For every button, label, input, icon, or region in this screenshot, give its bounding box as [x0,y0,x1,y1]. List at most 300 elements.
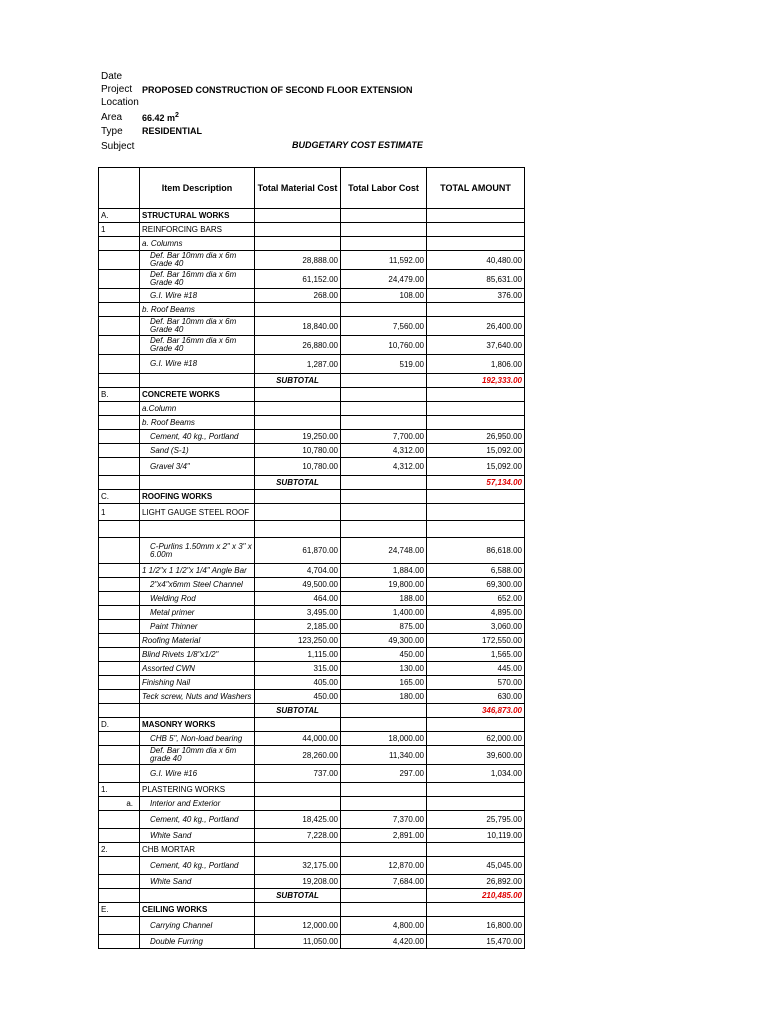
material-cost-cell: 18,840.00 [255,317,341,336]
table-row [99,634,525,648]
item-code-cell: 1 [99,223,140,237]
material-cost-cell [255,237,341,251]
item-code-cell [99,746,140,765]
total-amount-cell: 3,060.00 [427,620,525,634]
labor-cost-cell: 24,748.00 [341,538,427,564]
table-row [99,538,525,564]
item-description-cell: 2"x4"x6mm Steel Channel [140,578,255,592]
total-amount-cell [427,521,525,538]
item-code-cell [99,564,140,578]
sub-letter: a. [126,799,133,808]
table-row [99,303,525,317]
labor-cost-cell: 7,684.00 [341,875,427,889]
date-label: Date [101,71,123,82]
item-description-cell: CONCRETE WORKS [140,388,255,402]
item-description-cell: Paint Thinner [140,620,255,634]
material-cost-cell [255,490,341,504]
material-cost-cell: 268.00 [255,289,341,303]
labor-cost-cell: 2,891.00 [341,829,427,843]
material-cost-cell: 4,704.00 [255,564,341,578]
item-description-cell: b. Roof Beams [140,416,255,430]
item-code-cell [99,317,140,336]
table-row [99,903,525,917]
item-code-cell [99,476,140,490]
item-description-cell: Interior and Exterior [140,797,255,811]
header-material-cost: Total Material Cost [255,168,341,209]
table-row [99,620,525,634]
material-cost-cell: 2,185.00 [255,620,341,634]
item-code-cell [99,270,140,289]
total-amount-cell [427,504,525,521]
item-code-cell [99,237,140,251]
total-amount-cell: 10,119.00 [427,829,525,843]
material-cost-cell: 28,260.00 [255,746,341,765]
table-row [99,578,525,592]
labor-cost-cell: 519.00 [341,355,427,374]
item-description-cell: Sand (S-1) [140,444,255,458]
material-cost-cell: 28,888.00 [255,251,341,270]
subtotal-label: SUBTOTAL [255,889,341,903]
item-code-cell [99,430,140,444]
item-description-cell: Gravel 3/4" [140,458,255,476]
table-row [99,606,525,620]
item-code-cell [99,458,140,476]
item-description-cell: Def. Bar 10mm dia x 6m Grade 40 [140,317,255,336]
material-cost-cell: 61,870.00 [255,538,341,564]
project-value: PROPOSED CONSTRUCTION OF SECOND FLOOR EXTENSION [142,85,413,95]
table-row [99,797,525,811]
item-code-cell [99,620,140,634]
item-description-cell: PLASTERING WORKS [140,783,255,797]
item-description-cell: LIGHT GAUGE STEEL ROOF [140,504,255,521]
item-description-cell: Carrying Channel [140,917,255,935]
item-description-cell [140,476,255,490]
total-amount-cell: 1,034.00 [427,765,525,783]
table-row [99,444,525,458]
material-cost-cell: 450.00 [255,690,341,704]
material-cost-cell [255,504,341,521]
table-row [99,857,525,875]
material-cost-cell [255,388,341,402]
total-amount-cell [427,843,525,857]
total-amount-cell: 172,550.00 [427,634,525,648]
material-cost-cell: 315.00 [255,662,341,676]
table-row [99,718,525,732]
item-description-cell: Metal primer [140,606,255,620]
labor-cost-cell: 1,400.00 [341,606,427,620]
item-description-cell: a. Columns [140,237,255,251]
item-code-cell [99,634,140,648]
item-description-cell: b. Roof Beams [140,303,255,317]
total-amount-cell: 69,300.00 [427,578,525,592]
table-row [99,388,525,402]
item-code-cell: D. [99,718,140,732]
total-amount-cell [427,402,525,416]
labor-cost-cell: 49,300.00 [341,634,427,648]
item-description-cell: Welding Rod [140,592,255,606]
item-code-cell [99,857,140,875]
item-description-cell: Roofing Material [140,634,255,648]
material-cost-cell: 3,495.00 [255,606,341,620]
labor-cost-cell: 108.00 [341,289,427,303]
labor-cost-cell [341,843,427,857]
labor-cost-cell: 19,800.00 [341,578,427,592]
subtotal-amount: 346,873.00 [427,704,525,718]
material-cost-cell: 737.00 [255,765,341,783]
type-label: Type [101,126,123,137]
table-row [99,355,525,374]
total-amount-cell: 40,480.00 [427,251,525,270]
material-cost-cell [255,718,341,732]
item-code-cell [99,444,140,458]
total-amount-cell: 15,470.00 [427,935,525,949]
table-row [99,732,525,746]
item-description-cell: STRUCTURAL WORKS [140,209,255,223]
table-row [99,402,525,416]
item-description-cell: G.I. Wire #18 [140,289,255,303]
labor-cost-cell [341,223,427,237]
item-code-cell [99,648,140,662]
item-description-cell: Blind Rivets 1/8"x1/2" [140,648,255,662]
total-amount-cell [427,490,525,504]
total-amount-cell [427,416,525,430]
material-cost-cell: 10,780.00 [255,444,341,458]
item-description-cell: Cement, 40 kg., Portland [140,857,255,875]
total-amount-cell: 630.00 [427,690,525,704]
labor-cost-cell: 130.00 [341,662,427,676]
item-description-cell: CEILING WORKS [140,903,255,917]
item-description-cell: CHB MORTAR [140,843,255,857]
labor-cost-cell: 24,479.00 [341,270,427,289]
material-cost-cell: 19,250.00 [255,430,341,444]
total-amount-cell: 26,400.00 [427,317,525,336]
item-code-cell [99,889,140,903]
item-code-cell [99,402,140,416]
header-cell-blank [99,168,140,209]
item-code-cell [99,662,140,676]
labor-cost-cell: 165.00 [341,676,427,690]
table-row [99,889,525,903]
total-amount-cell [427,718,525,732]
labor-cost-cell [341,490,427,504]
item-description-cell: Assorted CWN [140,662,255,676]
header-item-description: Item Description [140,168,255,209]
total-amount-cell: 376.00 [427,289,525,303]
subtotal-label: SUBTOTAL [255,374,341,388]
table-header-row [99,168,525,209]
area-value: 66.42 $m^2$ [142,112,179,123]
area-label: Area [101,112,123,123]
item-code-cell: 1. [99,783,140,797]
item-code-cell [99,606,140,620]
subject-label: Subject [101,141,135,152]
item-code-cell [99,704,140,718]
material-cost-cell [255,209,341,223]
item-code-cell [99,875,140,889]
table-row [99,490,525,504]
table-row [99,829,525,843]
item-description-cell: Teck screw, Nuts and Washers [140,690,255,704]
material-cost-cell: 7,228.00 [255,829,341,843]
item-description-cell: Cement, 40 kg., Portland [140,811,255,829]
item-description-cell [140,521,255,538]
labor-cost-cell: 4,312.00 [341,444,427,458]
table-row [99,648,525,662]
item-description-cell: MASONRY WORKS [140,718,255,732]
total-amount-cell: 45,045.00 [427,857,525,875]
total-amount-cell [427,903,525,917]
item-code-cell [99,732,140,746]
material-cost-cell [255,843,341,857]
item-code-cell [99,303,140,317]
table-row [99,374,525,388]
item-code-cell [99,935,140,949]
labor-cost-cell: 4,800.00 [341,917,427,935]
item-code-cell [99,917,140,935]
location-label: Location [101,97,139,108]
item-code-cell [99,289,140,303]
material-cost-cell: 44,000.00 [255,732,341,746]
total-amount-cell: 85,631.00 [427,270,525,289]
item-description-cell: Def. Bar 16mm dia x 6m Grade 40 [140,270,255,289]
material-cost-cell: 26,880.00 [255,336,341,355]
labor-cost-cell [341,388,427,402]
table-row [99,765,525,783]
item-code-cell [99,251,140,270]
total-amount-cell: 39,600.00 [427,746,525,765]
table-row [99,843,525,857]
table-row [99,690,525,704]
labor-cost-cell: 4,420.00 [341,935,427,949]
total-amount-cell: 1,565.00 [427,648,525,662]
item-code-cell: 1 [99,504,140,521]
labor-cost-cell [341,889,427,903]
total-amount-cell: 445.00 [427,662,525,676]
table-row [99,317,525,336]
table-row [99,416,525,430]
labor-cost-cell [341,402,427,416]
table-row [99,676,525,690]
item-code-cell [99,676,140,690]
table-row [99,504,525,521]
labor-cost-cell [341,476,427,490]
labor-cost-cell [341,504,427,521]
total-amount-cell [427,237,525,251]
item-description-cell: CHB 5", Non-load bearing [140,732,255,746]
item-code-cell: 2. [99,843,140,857]
table-row [99,564,525,578]
material-cost-cell: 464.00 [255,592,341,606]
total-amount-cell [427,209,525,223]
material-cost-cell [255,797,341,811]
table-row [99,251,525,270]
total-amount-cell: 15,092.00 [427,444,525,458]
material-cost-cell [255,521,341,538]
material-cost-cell: 10,780.00 [255,458,341,476]
table-row [99,476,525,490]
total-amount-cell: 15,092.00 [427,458,525,476]
total-amount-cell: 6,588.00 [427,564,525,578]
item-description-cell [140,704,255,718]
labor-cost-cell [341,416,427,430]
item-description-cell: Def. Bar 10mm dia x 6m grade 40 [140,746,255,765]
total-amount-cell: 62,000.00 [427,732,525,746]
item-code-cell [99,578,140,592]
labor-cost-cell: 180.00 [341,690,427,704]
material-cost-cell [255,416,341,430]
material-cost-cell: 1,287.00 [255,355,341,374]
type-value: RESIDENTIAL [142,126,203,136]
table-row [99,430,525,444]
table-row [99,209,525,223]
labor-cost-cell [341,783,427,797]
material-cost-cell: 18,425.00 [255,811,341,829]
table-row [99,223,525,237]
labor-cost-cell [341,303,427,317]
table-row [99,917,525,935]
item-code-cell [99,592,140,606]
table-row [99,662,525,676]
labor-cost-cell: 10,760.00 [341,336,427,355]
item-description-cell: Finishing Nail [140,676,255,690]
total-amount-cell [427,303,525,317]
material-cost-cell [255,303,341,317]
total-amount-cell: 26,892.00 [427,875,525,889]
labor-cost-cell: 7,560.00 [341,317,427,336]
subtotal-label: SUBTOTAL [255,704,341,718]
item-description-cell: G.I. Wire #16 [140,765,255,783]
labor-cost-cell: 11,340.00 [341,746,427,765]
table-row [99,336,525,355]
labor-cost-cell: 1,884.00 [341,564,427,578]
total-amount-cell [427,223,525,237]
header-labor-cost: Total Labor Cost [341,168,427,209]
labor-cost-cell [341,797,427,811]
material-cost-cell [255,402,341,416]
item-code-cell [99,829,140,843]
item-description-cell: Def. Bar 10mm dia x 6m Grade 40 [140,251,255,270]
total-amount-cell: 25,795.00 [427,811,525,829]
table-row [99,935,525,949]
subtotal-amount: 57,134.00 [427,476,525,490]
subtotal-label: SUBTOTAL [255,476,341,490]
material-cost-cell: 32,175.00 [255,857,341,875]
item-description-cell [140,889,255,903]
item-code-cell [99,538,140,564]
table-row [99,783,525,797]
labor-cost-cell [341,718,427,732]
labor-cost-cell: 450.00 [341,648,427,662]
material-cost-cell [255,783,341,797]
total-amount-cell: 570.00 [427,676,525,690]
material-cost-cell: 19,208.00 [255,875,341,889]
table-row [99,270,525,289]
table-row [99,458,525,476]
table-row [99,746,525,765]
item-code-cell: B. [99,388,140,402]
item-description-cell: Def. Bar 16mm dia x 6m Grade 40 [140,336,255,355]
header-total-amount: TOTAL AMOUNT [427,168,525,209]
subject-value: BUDGETARY COST ESTIMATE [292,140,423,150]
total-amount-cell: 37,640.00 [427,336,525,355]
labor-cost-cell [341,237,427,251]
table-row [99,811,525,829]
total-amount-cell [427,797,525,811]
labor-cost-cell [341,374,427,388]
labor-cost-cell: 7,370.00 [341,811,427,829]
labor-cost-cell: 18,000.00 [341,732,427,746]
labor-cost-cell: 188.00 [341,592,427,606]
project-label: Project [101,84,133,95]
total-amount-cell [427,783,525,797]
item-description-cell: C-Purlins 1.50mm x 2" x 3" x 6.00m [140,538,255,564]
item-description-cell: Double Furring [140,935,255,949]
item-description-cell: White Sand [140,875,255,889]
item-code-cell [99,690,140,704]
item-code-cell [99,797,140,811]
labor-cost-cell: 7,700.00 [341,430,427,444]
labor-cost-cell [341,704,427,718]
item-description-cell: REINFORCING BARS [140,223,255,237]
item-code-cell [99,336,140,355]
subtotal-amount: 192,333.00 [427,374,525,388]
material-cost-cell: 61,152.00 [255,270,341,289]
labor-cost-cell: 11,592.00 [341,251,427,270]
total-amount-cell: 1,806.00 [427,355,525,374]
item-description-cell [140,374,255,388]
material-cost-cell: 12,000.00 [255,917,341,935]
item-code-cell: A. [99,209,140,223]
item-code-cell [99,374,140,388]
total-amount-cell: 16,800.00 [427,917,525,935]
item-code-cell: E. [99,903,140,917]
material-cost-cell: 405.00 [255,676,341,690]
material-cost-cell: 49,500.00 [255,578,341,592]
item-description-cell: ROOFING WORKS [140,490,255,504]
labor-cost-cell [341,903,427,917]
labor-cost-cell: 875.00 [341,620,427,634]
material-cost-cell [255,903,341,917]
total-amount-cell [427,388,525,402]
table-row [99,875,525,889]
item-description-cell: White Sand [140,829,255,843]
table-row [99,237,525,251]
labor-cost-cell: 4,312.00 [341,458,427,476]
labor-cost-cell: 297.00 [341,765,427,783]
item-description-cell: Cement, 40 kg., Portland [140,430,255,444]
item-code-cell [99,811,140,829]
labor-cost-cell: 12,870.00 [341,857,427,875]
material-cost-cell: 11,050.00 [255,935,341,949]
material-cost-cell: 1,115.00 [255,648,341,662]
labor-cost-cell [341,209,427,223]
material-cost-cell [255,223,341,237]
total-amount-cell: 26,950.00 [427,430,525,444]
item-description-cell: 1 1/2"x 1 1/2"x 1/4" Angle Bar [140,564,255,578]
table-row [99,521,525,538]
item-description-cell: G.I. Wire #18 [140,355,255,374]
item-description-cell: a.Column [140,402,255,416]
cost-estimate-table [98,167,525,949]
table-row [99,704,525,718]
item-code-cell: C. [99,490,140,504]
material-cost-cell: 123,250.00 [255,634,341,648]
table-row [99,289,525,303]
table-row [99,592,525,606]
total-amount-cell: 4,895.00 [427,606,525,620]
subtotal-amount: 210,485.00 [427,889,525,903]
item-code-cell [99,521,140,538]
